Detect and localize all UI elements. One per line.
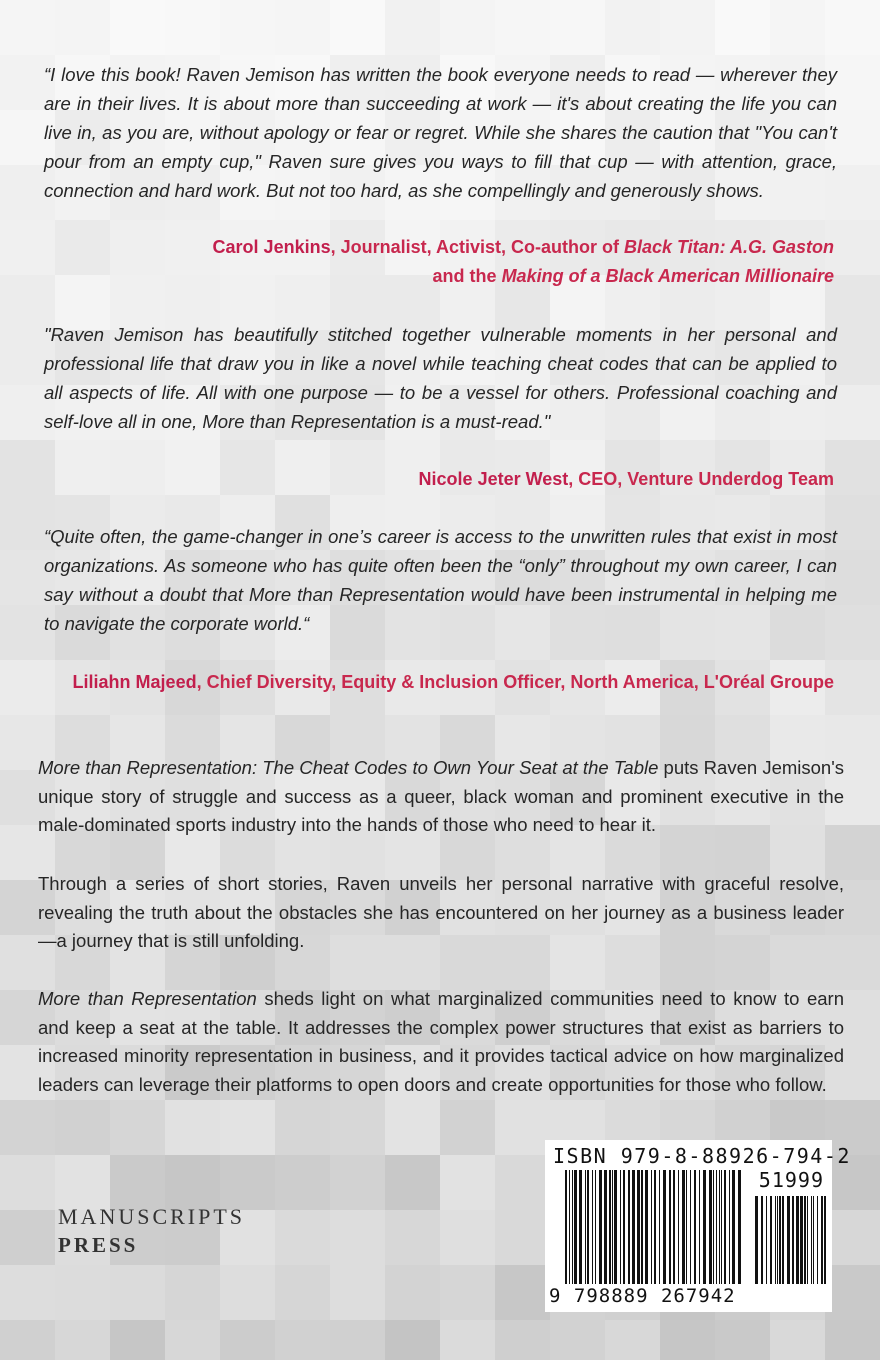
mosaic-tile xyxy=(825,0,880,55)
publisher-name-line2: PRESS xyxy=(58,1233,139,1257)
barcode-bar xyxy=(721,1170,722,1284)
barcode-bar xyxy=(592,1170,593,1284)
mosaic-tile xyxy=(440,1155,495,1210)
mosaic-tile xyxy=(605,0,660,55)
barcode-bar xyxy=(669,1170,671,1284)
mosaic-tile xyxy=(385,1100,440,1155)
barcode-bar xyxy=(585,1170,586,1284)
mosaic-tile xyxy=(55,1155,110,1210)
quote-3-role: , Chief Diversity, Equity & Inclusion Officer, North America, L'Oréal Groupe xyxy=(196,672,834,692)
barcode-bar xyxy=(604,1170,607,1284)
barcode-bar xyxy=(787,1196,790,1284)
mosaic-tile xyxy=(605,1320,660,1360)
description-1-text: puts Raven Jemison's unique story of struggle and success as a queer, black woman and prominent executive in the male-dominated sports industry into the hands of those who need to hear it. xyxy=(38,757,844,835)
publisher-logo xyxy=(58,1203,245,1259)
mosaic-tile xyxy=(0,1210,55,1265)
quote-1-book-title-cont: Making of a Black American Millionaire xyxy=(501,266,834,286)
mosaic-tile xyxy=(275,1265,330,1320)
mosaic-tile xyxy=(0,660,55,715)
isbn-barcode xyxy=(545,1140,851,1312)
barcode-bar xyxy=(817,1196,818,1284)
mosaic-tile xyxy=(825,1210,880,1265)
barcode-bar xyxy=(678,1170,679,1284)
barcode-bar xyxy=(614,1170,617,1284)
mosaic-tile xyxy=(275,1100,330,1155)
mosaic-tile xyxy=(55,1320,110,1360)
barcode-bar xyxy=(807,1196,808,1284)
barcode-bar xyxy=(628,1170,630,1284)
barcode-bar xyxy=(766,1196,767,1284)
barcode-bar xyxy=(755,1196,758,1284)
barcode-bar xyxy=(811,1196,812,1284)
barcode-bar xyxy=(821,1196,823,1284)
mosaic-tile xyxy=(165,1265,220,1320)
mosaic-tile xyxy=(440,1210,495,1265)
quote-1-role: , Journalist, Activist, Co-author of xyxy=(330,237,624,257)
mosaic-tile xyxy=(495,1265,550,1320)
description-paragraph-2: Through a series of short stories, Raven unveils her personal narrative with graceful resolve, revealing the truth about the obstacles she has encountered on her journey as a business leader—a journey that is still unfolding. xyxy=(38,873,844,951)
barcode-bar xyxy=(569,1170,570,1284)
barcode-bar xyxy=(694,1170,696,1284)
mosaic-tile xyxy=(220,1155,275,1210)
mosaic-tile xyxy=(495,1100,550,1155)
praise-quote-3: “Quite often, the game-changer in one’s career is access to the unwritten rules that exist in most organizations. As someone who has quite often been the “only” throughout my own career, I can say without a doubt that More than Representation would have been instrumental in helping me to navigate the corporate world.“ xyxy=(44,526,837,634)
barcode-bar xyxy=(713,1170,714,1284)
price-code: 51999 xyxy=(758,1168,824,1192)
praise-quote-2: "Raven Jemison has beautifully stitched together vulnerable moments in her personal and professional life that draw you in like a novel while teaching cheat codes that can be applied to all aspects of life. All with one purpose — to be a vessel for others. Professional coaching and self-love all in one, More than Representation is a must-read." xyxy=(44,324,837,432)
barcode-bar xyxy=(709,1170,712,1284)
mosaic-tile xyxy=(275,0,330,55)
barcode-bar xyxy=(651,1170,652,1284)
barcode-bar xyxy=(609,1170,611,1284)
barcode-bar xyxy=(572,1170,573,1284)
publisher-name-line1: MANUSCRIPTS xyxy=(58,1204,246,1229)
barcode-bar xyxy=(800,1196,803,1284)
barcode-bar xyxy=(579,1170,582,1284)
barcode-bar xyxy=(659,1170,660,1284)
mosaic-tile xyxy=(55,0,110,55)
mosaic-tile xyxy=(55,1265,110,1320)
mosaic-tile xyxy=(495,0,550,55)
mosaic-tile xyxy=(220,1100,275,1155)
barcode-bar xyxy=(775,1196,776,1284)
description-paragraph-3 xyxy=(38,985,844,1099)
mosaic-tile xyxy=(0,1100,55,1155)
mosaic-tile xyxy=(330,1155,385,1210)
mosaic-tile xyxy=(770,0,825,55)
barcode-bar xyxy=(682,1170,685,1284)
barcode-bar xyxy=(813,1196,814,1284)
barcode-bar xyxy=(782,1196,784,1284)
barcode-bar xyxy=(641,1170,643,1284)
barcode-bar xyxy=(779,1196,781,1284)
barcode-bar xyxy=(732,1170,735,1284)
barcode-bar xyxy=(587,1170,589,1284)
book-title-short: More than Representation xyxy=(38,988,257,1009)
description-paragraph-1 xyxy=(38,754,844,840)
quote-1-book-title: Black Titan: A.G. Gaston xyxy=(623,237,834,257)
mosaic-tile xyxy=(0,1155,55,1210)
barcode-bar xyxy=(729,1170,730,1284)
mosaic-tile xyxy=(770,1320,825,1360)
mosaic-tile xyxy=(0,440,55,495)
praise-quote-1: “I love this book! Raven Jemison has written the book everyone needs to read — wherever they are in their lives. It is about more than succeeding at work — it's about creating the life you can live in, as you are, without apology or fear or regret. While she shares the caution that "You can't pour from an empty cup," Raven sure gives you ways to fill that cup — with attention, grace, connection and hard work. But not too hard, as she compellingly and generously shows. xyxy=(44,64,837,201)
barcode-bar xyxy=(673,1170,675,1284)
mosaic-tile xyxy=(275,1210,330,1265)
barcode-bar xyxy=(690,1170,691,1284)
mosaic-tile xyxy=(275,1320,330,1360)
quote-2-author: Nicole Jeter West xyxy=(418,469,569,489)
barcode-bar xyxy=(703,1170,706,1284)
mosaic-tile xyxy=(495,1210,550,1265)
barcode-bar xyxy=(595,1170,596,1284)
quote-3-attribution xyxy=(54,668,834,697)
mosaic-tile xyxy=(825,1320,880,1360)
mosaic-tile xyxy=(715,0,770,55)
isbn-label: ISBN 979-8-88926-794-2 xyxy=(553,1144,851,1168)
barcode-bar xyxy=(599,1170,602,1284)
barcode-bar xyxy=(804,1196,806,1284)
mosaic-tile xyxy=(110,0,165,55)
mosaic-tile xyxy=(330,0,385,55)
barcode-bar xyxy=(777,1196,778,1284)
mosaic-tile xyxy=(495,1320,550,1360)
barcode-bar xyxy=(620,1170,621,1284)
barcode-bar xyxy=(632,1170,635,1284)
quote-2-role: , CEO, Venture Underdog Team xyxy=(568,469,834,489)
barcode-bar xyxy=(824,1196,826,1284)
mosaic-tile xyxy=(440,1100,495,1155)
mosaic-tile xyxy=(330,1265,385,1320)
ean-number: 9 798889 267942 xyxy=(549,1285,736,1307)
barcode-bar xyxy=(663,1170,666,1284)
mosaic-tile xyxy=(550,1320,605,1360)
mosaic-tile xyxy=(385,1265,440,1320)
quote-1-role-cont: and the xyxy=(432,266,502,286)
mosaic-tile xyxy=(55,1100,110,1155)
barcode-bar xyxy=(761,1196,763,1284)
barcode-bar xyxy=(796,1196,799,1284)
barcode-bar xyxy=(724,1170,726,1284)
mosaic-tile xyxy=(495,1155,550,1210)
mosaic-tile xyxy=(0,1320,55,1360)
barcode-bar xyxy=(770,1196,772,1284)
mosaic-tile xyxy=(220,0,275,55)
mosaic-tile xyxy=(165,1100,220,1155)
quote-1-author: Carol Jenkins xyxy=(212,237,331,257)
mosaic-tile xyxy=(440,1265,495,1320)
mosaic-tile xyxy=(385,0,440,55)
mosaic-tile xyxy=(440,0,495,55)
mosaic-tile xyxy=(220,1320,275,1360)
mosaic-tile xyxy=(330,1320,385,1360)
barcode-bar xyxy=(686,1170,687,1284)
barcode-bar xyxy=(654,1170,656,1284)
mosaic-tile xyxy=(0,0,55,55)
mosaic-tile xyxy=(385,1210,440,1265)
barcode-bar xyxy=(719,1170,720,1284)
mosaic-tile xyxy=(165,1320,220,1360)
barcode-bar xyxy=(792,1196,794,1284)
book-title: More than Representation: The Cheat Codes to Own Your Seat at the Table xyxy=(38,757,659,778)
mosaic-tile xyxy=(220,1265,275,1320)
mosaic-tile xyxy=(110,1320,165,1360)
barcode-bar xyxy=(623,1170,625,1284)
barcode-bar xyxy=(637,1170,640,1284)
quote-1-attribution xyxy=(54,233,834,291)
barcode-bar xyxy=(612,1170,613,1284)
mosaic-tile xyxy=(385,1155,440,1210)
mosaic-tile xyxy=(0,220,55,275)
barcode-bar xyxy=(574,1170,577,1284)
mosaic-tile xyxy=(165,1155,220,1210)
barcode-bar xyxy=(738,1170,741,1284)
mosaic-tile xyxy=(550,0,605,55)
mosaic-tile xyxy=(660,0,715,55)
mosaic-tile xyxy=(110,1100,165,1155)
barcode-bar xyxy=(716,1170,717,1284)
description-3-text: sheds light on what marginalized communities need to know to earn and keep a seat at the table. It addresses the complex power structures that exist as barriers to increased minority representation in business, and it provides tactical advice on how marginalized leaders can leverage their platforms to open doors and create opportunities for those who follow. xyxy=(38,988,845,1095)
mosaic-tile xyxy=(715,1320,770,1360)
mosaic-tile xyxy=(275,1155,330,1210)
mosaic-tile xyxy=(825,1265,880,1320)
mosaic-tile xyxy=(110,1265,165,1320)
mosaic-tile xyxy=(330,1210,385,1265)
mosaic-tile xyxy=(330,1100,385,1155)
barcode-bar xyxy=(699,1170,700,1284)
barcode-bar xyxy=(565,1170,567,1284)
mosaic-tile xyxy=(385,1320,440,1360)
mosaic-tile xyxy=(110,1155,165,1210)
barcode-bar xyxy=(645,1170,648,1284)
mosaic-tile xyxy=(660,1320,715,1360)
mosaic-tile xyxy=(0,1265,55,1320)
quote-2-attribution xyxy=(54,465,834,494)
mosaic-tile xyxy=(440,1320,495,1360)
quote-3-author: Liliahn Majeed xyxy=(72,672,197,692)
mosaic-tile xyxy=(165,0,220,55)
